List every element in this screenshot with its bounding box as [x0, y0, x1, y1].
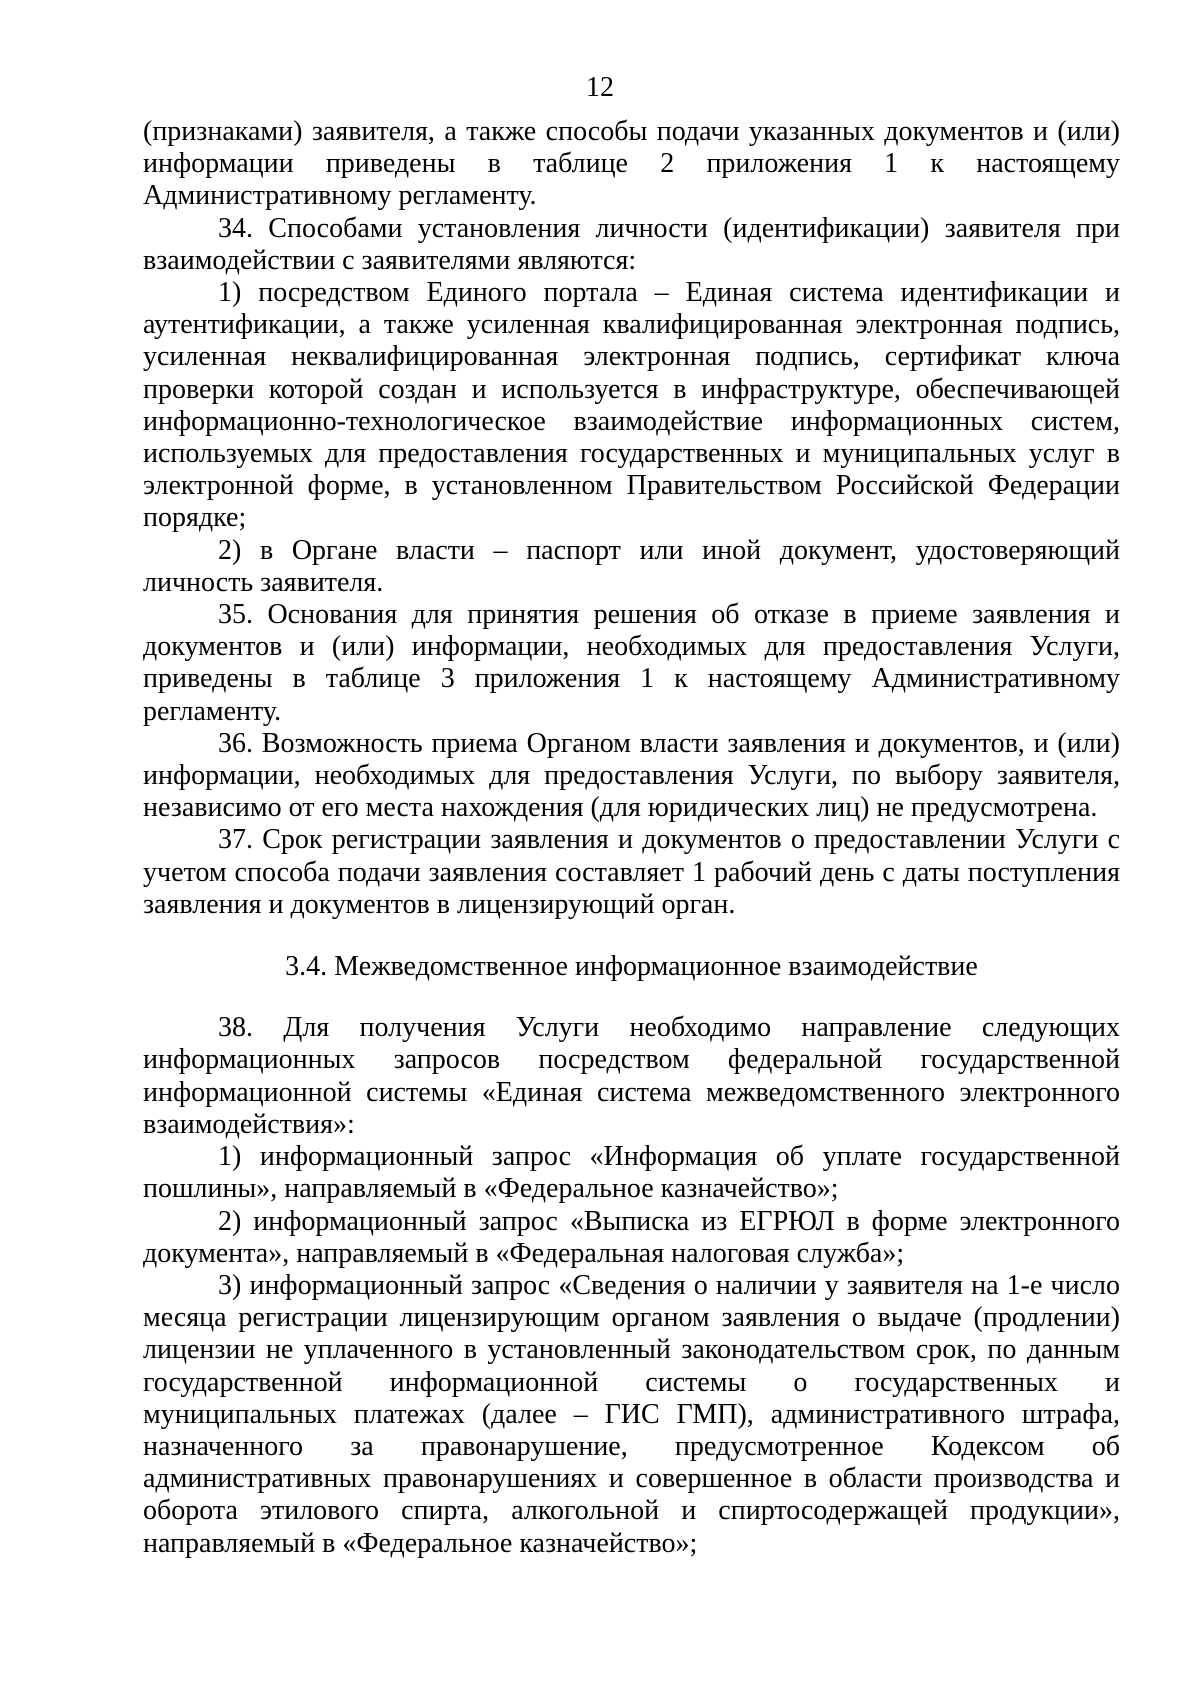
paragraph-34-item-1: 1) посредством Единого портала – Единая система идентификации и аутентификации, а также усиленная квалифицированная электронная подпись, усиленная неквалифицированная электронная подпись, сертификат ключа проверки которой создан и используется в инфраструктуре, обеспечивающей информационно-технологическое взаимодействие информационных систем, используемых для предоставления государственных и муниципальных услуг в электронной форме, в установленном Правительством Российской Федерации порядке; [143, 277, 1120, 534]
section-heading: 3.4. Межведомственное информационное взаимодействие [285, 951, 978, 983]
paragraph-38-item-2: 2) информационный запрос «Выписка из ЕГРЮЛ в форме электронного документа», направляемый в «Федеральная налоговая служба»; [143, 1205, 1120, 1269]
paragraph-continuation: (признаками) заявителя, а также способы подачи указанных документов и (или) информации приведены в таблице 2 приложения 1 к настоящему Административному регламенту. [143, 116, 1120, 212]
paragraph-36: 36. Возможность приема Органом власти заявления и документов, и (или) информации, необходимых для предоставления Услуги, по выбору заявителя, независимо от его места нахождения (для юридических лиц) не предусмотрена. [143, 727, 1120, 824]
paragraph-34-item-2: 2) в Органе власти – паспорт или иной документ, удостоверяющий личность заявителя. [143, 534, 1120, 598]
paragraph-37: 37. Срок регистрации заявления и документов о предоставлении Услуги с учетом способа подачи заявления составляет 1 рабочий день с даты поступления заявления и документов в лицензирующий орган. [143, 824, 1120, 920]
page-number: 12 [586, 72, 614, 103]
paragraph-35: 35. Основания для принятия решения об отказе в приеме заявления и документов и (или) информации, необходимых для предоставления Услуги, приведены в таблице 3 приложения 1 к настоящему Административному регламенту. [143, 599, 1120, 727]
paragraph-38: 38. Для получения Услуги необходимо направление следующих информационных запросов посредством федеральной государственной информационной системы «Единая система межведомственного электронного взаимодействия»: [143, 1012, 1120, 1140]
paragraph-34: 34. Способами установления личности (идентификации) заявителя при взаимодействии с заявителями являются: [143, 212, 1120, 276]
paragraph-38-item-3: 3) информационный запрос «Сведения о наличии у заявителя на 1-е число месяца регистрации лицензирующим органом заявления о выдаче (продлении) лицензии не уплаченного в установленный законодательством срок, по данным государственной информационной системы о государственных и муниципальных платежах (далее – ГИС ГМП), административного штрафа, назначенного за правонарушение, предусмотренное Кодексом об административных правонарушениях и совершенное в области производства и оборота этилового спирта, алкогольной и спиртосодержащей продукции», направляемый в «Федеральное казначейство»; [143, 1269, 1120, 1559]
paragraph-38-item-1: 1) информационный запрос «Информация об уплате государственной пошлины», направляемый в «Федеральное казначейство»; [143, 1141, 1120, 1205]
document-body [143, 116, 1120, 1560]
